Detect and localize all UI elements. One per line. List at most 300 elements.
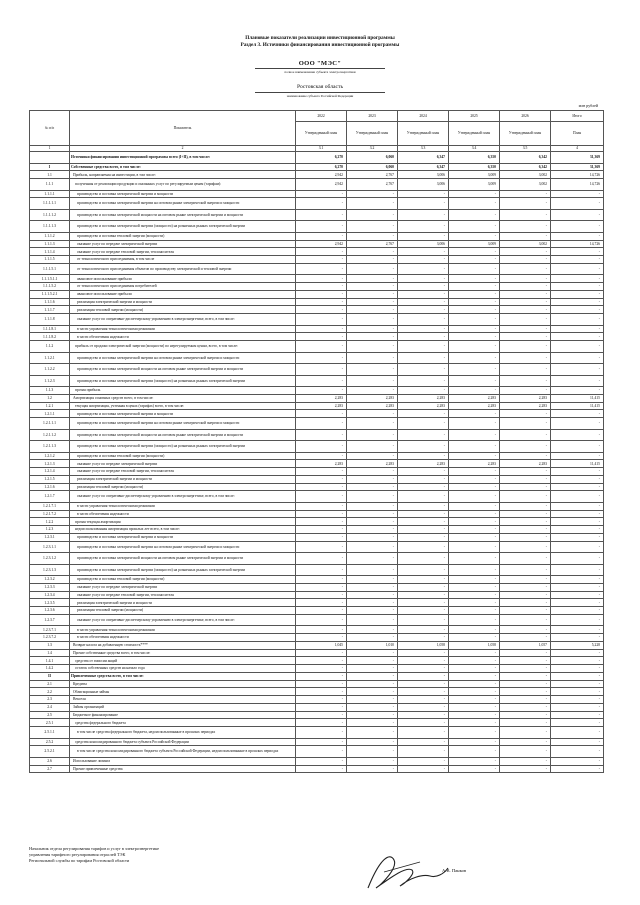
row-indicator: Бюджетное финансирование: [70, 711, 296, 719]
row-number: 1.1.1.8: [30, 314, 70, 326]
row-value: -: [347, 599, 398, 607]
row-indicator: прочая текущая амортизация: [70, 518, 296, 526]
row-value: -: [347, 475, 398, 483]
row-value: -: [449, 364, 500, 376]
table-row: [30, 283, 604, 291]
row-value: -: [398, 483, 449, 491]
row-value: -: [347, 314, 398, 326]
row-value: -: [347, 283, 398, 291]
row-value: -: [398, 375, 449, 387]
row-value: -: [347, 576, 398, 584]
row-value: -: [398, 510, 449, 518]
table-row: [30, 232, 604, 240]
row-value: -: [500, 333, 551, 341]
row-value: -: [449, 341, 500, 353]
table-row: [30, 746, 604, 758]
row-value: 3,002: [500, 240, 551, 248]
row-value: -: [449, 688, 500, 696]
row-value: -: [449, 452, 500, 460]
row-value: -: [449, 719, 500, 727]
row-value: -: [551, 352, 604, 364]
row-value: -: [398, 275, 449, 283]
row-value: -: [398, 248, 449, 256]
row-value: -: [449, 410, 500, 418]
row-value: -: [551, 341, 604, 353]
row-value: -: [500, 626, 551, 634]
row-value: -: [296, 703, 347, 711]
row-value: 2,942: [296, 179, 347, 191]
row-value: -: [500, 553, 551, 565]
row-number: 1.1.1.4: [30, 248, 70, 256]
row-value: -: [398, 306, 449, 314]
row-value: -: [551, 738, 604, 746]
row-value: -: [398, 583, 449, 591]
row-value: 5,228: [551, 641, 604, 649]
row-value: -: [500, 757, 551, 765]
row-value: -: [347, 248, 398, 256]
row-value: -: [347, 738, 398, 746]
row-value: 3,006: [398, 240, 449, 248]
row-value: -: [500, 703, 551, 711]
row-value: -: [398, 290, 449, 298]
row-value: -: [347, 468, 398, 476]
row-indicator: оказание услуг по передаче тепловой энергии, теплоносителя: [70, 248, 296, 256]
row-indicator: оказание услуг по оперативно-диспетчерскому управлению в электроэнергетике, всего, в том числе:: [70, 314, 296, 326]
table-row: [30, 688, 604, 696]
table-row: [30, 364, 604, 376]
row-number: 1.1.1: [30, 179, 70, 191]
row-value: 2,767: [347, 179, 398, 191]
row-value: -: [347, 607, 398, 615]
row-value: -: [551, 703, 604, 711]
header-col-number: 3.5: [500, 146, 551, 152]
row-value: -: [500, 306, 551, 314]
table-row: [30, 441, 604, 453]
row-value: -: [347, 765, 398, 773]
row-value: 2,767: [347, 240, 398, 248]
row-value: -: [347, 429, 398, 441]
row-value: -: [500, 429, 551, 441]
row-value: -: [500, 375, 551, 387]
row-value: 31,369: [551, 163, 604, 171]
row-value: -: [551, 591, 604, 599]
row-indicator: Использование лизинга: [70, 757, 296, 765]
row-indicator: Прибыль, направляемая на инвестиции, в том числе:: [70, 171, 296, 179]
row-value: -: [296, 306, 347, 314]
row-value: -: [296, 746, 347, 758]
row-value: -: [551, 688, 604, 696]
row-value: -: [347, 553, 398, 565]
row-value: -: [449, 672, 500, 680]
row-value: -: [551, 452, 604, 460]
header-col-number: 3.3: [398, 146, 449, 152]
row-value: -: [398, 649, 449, 657]
row-value: -: [500, 232, 551, 240]
row-indicator: производство и поставка тепловой энергии (мощности): [70, 576, 296, 584]
row-value: -: [551, 275, 604, 283]
row-value: -: [500, 746, 551, 758]
row-value: -: [500, 410, 551, 418]
row-value: -: [449, 510, 500, 518]
row-value: -: [398, 746, 449, 758]
table-row: [30, 306, 604, 314]
row-value: -: [551, 711, 604, 719]
organization-name: ООО "МЭС": [298, 60, 342, 67]
row-value: -: [500, 190, 551, 198]
table-row: [30, 152, 604, 164]
row-number: 1.3: [30, 641, 70, 649]
signatory-position-line-3: Региональной службы по тарифам Ростовской области: [29, 857, 130, 863]
row-number: 1.2.1.2: [30, 452, 70, 460]
table-body: [30, 152, 604, 773]
row-value: -: [296, 757, 347, 765]
row-value: 2,283: [398, 460, 449, 468]
row-value: -: [449, 263, 500, 275]
row-value: -: [500, 583, 551, 591]
row-value: -: [449, 738, 500, 746]
row-value: -: [398, 190, 449, 198]
row-value: -: [500, 387, 551, 395]
row-value: -: [449, 599, 500, 607]
row-number: 2.6: [30, 757, 70, 765]
table-row: [30, 475, 604, 483]
row-value: -: [500, 475, 551, 483]
row-number: 1.2.3.1.3: [30, 564, 70, 576]
row-value: -: [296, 657, 347, 665]
row-value: -: [398, 634, 449, 642]
table-row: [30, 672, 604, 680]
table-row: [30, 518, 604, 526]
table-row: [30, 526, 604, 534]
table-row: [30, 719, 604, 727]
row-value: -: [296, 591, 347, 599]
row-value: -: [551, 719, 604, 727]
row-value: -: [347, 583, 398, 591]
table-row: [30, 634, 604, 642]
header-col-number: 3.1: [296, 146, 347, 152]
row-number: 2.5.2: [30, 738, 70, 746]
table-row: [30, 564, 604, 576]
row-value: -: [551, 526, 604, 534]
row-value: -: [296, 429, 347, 441]
header-plan-type: Утвержденный план: [449, 122, 500, 146]
row-number: 1.2.3.5: [30, 599, 70, 607]
row-number: 2.7: [30, 765, 70, 773]
row-indicator: реализация тепловой энергии (мощности): [70, 483, 296, 491]
row-value: -: [500, 221, 551, 233]
row-value: -: [398, 711, 449, 719]
row-value: -: [551, 657, 604, 665]
row-value: -: [347, 256, 398, 264]
row-indicator: Возврат налога на добавленную стоимость****: [70, 641, 296, 649]
table-row: [30, 256, 604, 264]
row-indicator: в части управления технологическими режимами: [70, 626, 296, 634]
row-value: -: [551, 483, 604, 491]
row-value: -: [347, 232, 398, 240]
row-value: -: [500, 680, 551, 688]
row-value: -: [449, 711, 500, 719]
row-indicator: производство и поставка тепловой энергии (мощности): [70, 452, 296, 460]
row-number: 1.2.1.1: [30, 410, 70, 418]
row-number: II: [30, 672, 70, 680]
row-value: -: [347, 526, 398, 534]
row-number: 1.1.1.7: [30, 306, 70, 314]
row-value: -: [500, 665, 551, 673]
row-value: 11,415: [551, 394, 604, 402]
table-row: [30, 614, 604, 626]
row-value: -: [500, 483, 551, 491]
table-row: [30, 460, 604, 468]
row-value: -: [551, 475, 604, 483]
row-number: 2.1: [30, 680, 70, 688]
table-row: [30, 491, 604, 503]
row-indicator: реализация тепловой энергии (мощности): [70, 306, 296, 314]
table-row: [30, 410, 604, 418]
row-value: -: [500, 352, 551, 364]
row-number: 1.1.1.1.3: [30, 221, 70, 233]
row-value: -: [398, 576, 449, 584]
row-number: 1.2.3.6: [30, 607, 70, 615]
row-value: -: [296, 352, 347, 364]
row-value: -: [551, 510, 604, 518]
table-row: [30, 583, 604, 591]
row-value: -: [449, 306, 500, 314]
row-value: -: [398, 333, 449, 341]
table-row: [30, 510, 604, 518]
row-value: -: [500, 290, 551, 298]
row-indicator: оказание услуг по оперативно-диспетчерскому управлению в электроэнергетике, всего, в том числе:: [70, 614, 296, 626]
row-number: 1.2.1.1.3: [30, 441, 70, 453]
row-value: -: [551, 306, 604, 314]
table-row: [30, 352, 604, 364]
row-value: -: [398, 283, 449, 291]
row-value: 6,270: [296, 163, 347, 171]
row-value: -: [500, 607, 551, 615]
region-underline: [255, 92, 385, 93]
row-value: -: [347, 757, 398, 765]
row-value: -: [296, 510, 347, 518]
row-value: -: [398, 672, 449, 680]
row-value: -: [500, 275, 551, 283]
row-indicator: остаток собственных средств на начало года: [70, 665, 296, 673]
row-number: 2.4: [30, 703, 70, 711]
row-value: -: [398, 553, 449, 565]
row-value: -: [551, 607, 604, 615]
row-value: -: [347, 275, 398, 283]
row-value: -: [551, 410, 604, 418]
row-value: 11,415: [551, 460, 604, 468]
row-value: -: [551, 429, 604, 441]
row-number: 1.2.3.1.2: [30, 553, 70, 565]
row-value: 2,942: [296, 171, 347, 179]
row-value: 2,283: [398, 402, 449, 410]
row-value: -: [296, 696, 347, 704]
region-caption: наименование субъекта Российской Федерации: [286, 94, 354, 98]
row-value: -: [296, 526, 347, 534]
row-value: -: [347, 672, 398, 680]
row-value: 14,726: [551, 179, 604, 191]
row-value: -: [398, 757, 449, 765]
row-value: -: [398, 298, 449, 306]
row-value: -: [347, 649, 398, 657]
row-value: -: [449, 614, 500, 626]
row-value: -: [296, 190, 347, 198]
row-value: -: [398, 232, 449, 240]
region-name: Ростовская область: [297, 84, 343, 90]
row-value: -: [398, 541, 449, 553]
table-row: [30, 641, 604, 649]
row-value: 3,006: [398, 179, 449, 191]
table-row: [30, 248, 604, 256]
row-value: -: [551, 634, 604, 642]
row-value: 6,270: [296, 152, 347, 164]
row-number: 1.1.1.5.1: [30, 263, 70, 275]
row-number: 1.1.1.8.2: [30, 333, 70, 341]
row-value: -: [551, 649, 604, 657]
row-value: -: [449, 283, 500, 291]
row-value: -: [347, 680, 398, 688]
row-value: -: [500, 634, 551, 642]
row-number: 1.2.3.2: [30, 576, 70, 584]
row-value: -: [500, 614, 551, 626]
row-value: -: [347, 564, 398, 576]
row-value: -: [449, 232, 500, 240]
row-value: -: [296, 325, 347, 333]
table-row: [30, 263, 604, 275]
row-value: -: [398, 341, 449, 353]
row-indicator: производство и поставка электрической мощности на оптовом рынке электрической энергии и мощности: [70, 209, 296, 221]
row-indicator: в части обеспечения надежности: [70, 510, 296, 518]
row-value: -: [347, 727, 398, 739]
row-value: -: [398, 703, 449, 711]
row-number: 1.1.2.2: [30, 364, 70, 376]
header-year: 2022: [296, 111, 347, 122]
row-value: -: [296, 491, 347, 503]
row-value: -: [398, 441, 449, 453]
row-value: -: [449, 626, 500, 634]
row-indicator: Привлеченные средства всего, в том числе:: [70, 672, 296, 680]
row-value: -: [347, 221, 398, 233]
row-value: -: [398, 626, 449, 634]
row-value: -: [449, 375, 500, 387]
row-number: 1.2.1.1.2: [30, 429, 70, 441]
row-value: -: [449, 502, 500, 510]
row-value: -: [296, 410, 347, 418]
row-value: 3,006: [398, 171, 449, 179]
row-value: -: [449, 256, 500, 264]
row-value: 6,342: [500, 152, 551, 164]
table-row: [30, 375, 604, 387]
row-indicator: производство и поставка электрической мощности на оптовом рынке электрической энергии и мощности: [70, 364, 296, 376]
row-indicator: производство и поставка электрической энергии и мощности: [70, 533, 296, 541]
row-value: -: [449, 703, 500, 711]
row-value: -: [500, 711, 551, 719]
row-value: 6,347: [398, 152, 449, 164]
table-row: [30, 533, 604, 541]
row-value: -: [449, 757, 500, 765]
row-value: -: [551, 333, 604, 341]
row-value: 6,347: [398, 163, 449, 171]
row-value: -: [296, 221, 347, 233]
table-row: [30, 711, 604, 719]
table-row: [30, 541, 604, 553]
row-value: -: [449, 290, 500, 298]
row-value: -: [500, 341, 551, 353]
row-value: -: [449, 583, 500, 591]
row-value: -: [449, 591, 500, 599]
table-row: [30, 429, 604, 441]
row-value: 1,058: [449, 641, 500, 649]
table-row: [30, 703, 604, 711]
row-value: -: [500, 738, 551, 746]
row-value: -: [551, 757, 604, 765]
row-value: 3,002: [500, 179, 551, 191]
row-indicator: прочая прибыль: [70, 387, 296, 395]
row-number: 1.1.1.5: [30, 256, 70, 264]
row-value: -: [500, 298, 551, 306]
table-row: [30, 591, 604, 599]
header-col-number: 3.2: [347, 146, 398, 152]
row-indicator: Облигационные займы: [70, 688, 296, 696]
row-value: -: [449, 387, 500, 395]
row-number: 1.2.1: [30, 402, 70, 410]
row-value: -: [296, 649, 347, 657]
row-number: 1.1.3: [30, 387, 70, 395]
row-value: -: [347, 634, 398, 642]
row-value: -: [500, 248, 551, 256]
row-value: -: [398, 325, 449, 333]
row-value: -: [398, 526, 449, 534]
row-indicator: от технологического присоединения объектов по производству электрической и тепловой энергии: [70, 263, 296, 275]
row-indicator: реализация электрической энергии и мощности: [70, 599, 296, 607]
row-number: 1.1.2.3: [30, 375, 70, 387]
row-value: 1,045: [296, 641, 347, 649]
row-value: -: [500, 576, 551, 584]
row-value: -: [551, 364, 604, 376]
row-indicator: производство и поставка электрической энергии и мощности: [70, 410, 296, 418]
row-indicator: авансовое использование прибыли: [70, 290, 296, 298]
row-value: -: [551, 626, 604, 634]
row-value: -: [449, 576, 500, 584]
row-value: 2,283: [347, 394, 398, 402]
row-value: -: [500, 314, 551, 326]
row-indicator: реализация электрической энергии и мощности: [70, 298, 296, 306]
row-value: 6,350: [449, 152, 500, 164]
row-indicator: оказание услуг по передаче электрической энергии: [70, 460, 296, 468]
row-value: -: [500, 263, 551, 275]
row-value: -: [398, 263, 449, 275]
row-value: -: [500, 198, 551, 210]
row-value: -: [500, 599, 551, 607]
row-value: -: [347, 441, 398, 453]
title-line-1: Плановые показатели реализации инвестиционной программы: [245, 35, 395, 41]
table-row: [30, 163, 604, 171]
row-value: -: [449, 325, 500, 333]
row-indicator: производство и поставка электрической энергии и мощности: [70, 190, 296, 198]
row-value: -: [449, 248, 500, 256]
row-indicator: Прочие привлеченные средства: [70, 765, 296, 773]
row-indicator: Источники финансирования инвестиционной программы всего (I+II), в том числе:: [70, 152, 296, 164]
row-value: -: [398, 765, 449, 773]
row-value: 2,283: [296, 394, 347, 402]
row-value: -: [551, 541, 604, 553]
row-number: 1.1.1.6: [30, 298, 70, 306]
row-number: 2.5: [30, 711, 70, 719]
row-value: -: [296, 341, 347, 353]
table-row: [30, 665, 604, 673]
row-value: -: [347, 198, 398, 210]
row-value: -: [398, 352, 449, 364]
